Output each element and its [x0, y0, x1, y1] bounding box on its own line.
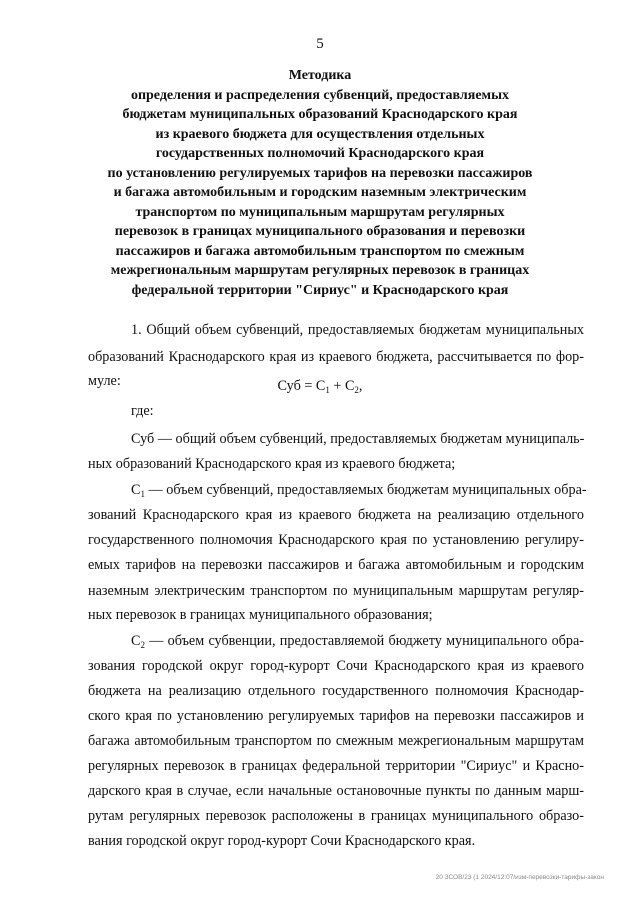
- c2-symbol: С: [131, 633, 141, 649]
- document-title: [90, 66, 550, 300]
- c1-text: — объем субвенций, предоставляемых бюджетам муниципальных обра-: [144, 482, 587, 498]
- text-line: 1. Общий объем субвенций, предоставляемых бюджетам муниципальных: [131, 322, 584, 338]
- text-line: бюджета на реализацию отдельного государственного полномочия Краснодар-: [88, 683, 584, 699]
- text-line: рутам регулярных перевозок расположены в границах муниципального образо-: [88, 808, 584, 824]
- title-line: определения и распределения субвенций, предоставляемых: [130, 87, 510, 103]
- title-line: из краевого бюджета для осуществления отдельных: [155, 126, 485, 142]
- text-line: емых тарифов на перевозки пассажиров и багажа автомобильным и городским: [88, 557, 584, 573]
- formula-sub-1: 1: [325, 385, 330, 395]
- c2-subscript: 2: [140, 640, 145, 650]
- text-line: Суб — общий объем субвенций, предоставляемых бюджетам муниципаль-: [131, 431, 585, 447]
- text-line: [131, 633, 584, 650]
- text-line: дарского края в случае, если начальные остановочные пункты по данным марш-: [88, 783, 584, 799]
- formula-sub-2: 2: [354, 385, 359, 395]
- text-line: зований Краснодарского края из краевого бюджета на реализацию отдельного: [88, 507, 584, 523]
- c1-subscript: 1: [140, 489, 145, 499]
- formula-tail: ,: [358, 378, 363, 394]
- document-footer: 20 ЗСОВ/23 (1 2024/12:07/изм-перевозки-тарифы-закон: [435, 874, 604, 881]
- text-line: регулярных перевозок в границах федеральной территории "Сириус" и Красно-: [88, 758, 584, 774]
- c2-text: — объем субвенции, предоставляемой бюджету муниципального обра-: [144, 633, 584, 649]
- formula-mid: + С: [329, 378, 355, 394]
- c1-symbol: С: [131, 482, 141, 498]
- title-line: федеральной территории "Сириус" и Краснодарского края: [131, 282, 509, 298]
- title-line: пассажиров и багажа автомобильным транспортом по смежным: [115, 243, 525, 259]
- formula: [0, 378, 640, 395]
- text-line: зования городской округ город-курорт Сочи Краснодарского края из краевого: [88, 658, 584, 674]
- text-line: наземным электрическим транспортом по муниципальным маршрутам регуляр-: [88, 583, 584, 599]
- title-line: бюджетам муниципальных образований Краснодарского края: [122, 107, 518, 122]
- text-line: образований Краснодарского края из краевого бюджета, рассчитывается по фор-: [88, 349, 584, 365]
- title-line: межрегиональным маршрутам регулярных перевозок в границах: [110, 263, 530, 278]
- formula-lhs: Суб = С: [277, 378, 326, 394]
- text-line: ского края по установлению регулируемых тарифов на перевозки пассажиров и: [88, 708, 584, 724]
- text-line: государственного полномочия Краснодарского края по установлению регулиру-: [88, 532, 584, 548]
- title-line: транспортом по муниципальным маршрутам регулярных: [135, 204, 505, 220]
- text-line: ных перевозок в границах муниципального образования;: [88, 607, 433, 623]
- title-line: по установлению регулируемых тарифов на перевозки пассажиров: [107, 165, 533, 181]
- text-line: вания городской округ город-курорт Сочи Краснодарского края.: [88, 833, 476, 849]
- title-line: и багажа автомобильным и городским наземным электрическим: [113, 185, 527, 200]
- where-label: где:: [131, 403, 154, 419]
- text-line: ных образований Краснодарского края из краевого бюджета;: [88, 456, 456, 472]
- text-line: [131, 482, 587, 499]
- text-line: муле:: [88, 373, 121, 389]
- page-number: 5: [316, 36, 324, 52]
- title-line: государственных полномочий Краснодарского края: [155, 146, 485, 161]
- text-line: багажа автомобильным транспортом по смежным межрегиональным маршрутам: [88, 733, 584, 749]
- title-line: Методика: [288, 68, 352, 83]
- title-line: перевозок в границах муниципального образования и перевозки: [114, 224, 526, 239]
